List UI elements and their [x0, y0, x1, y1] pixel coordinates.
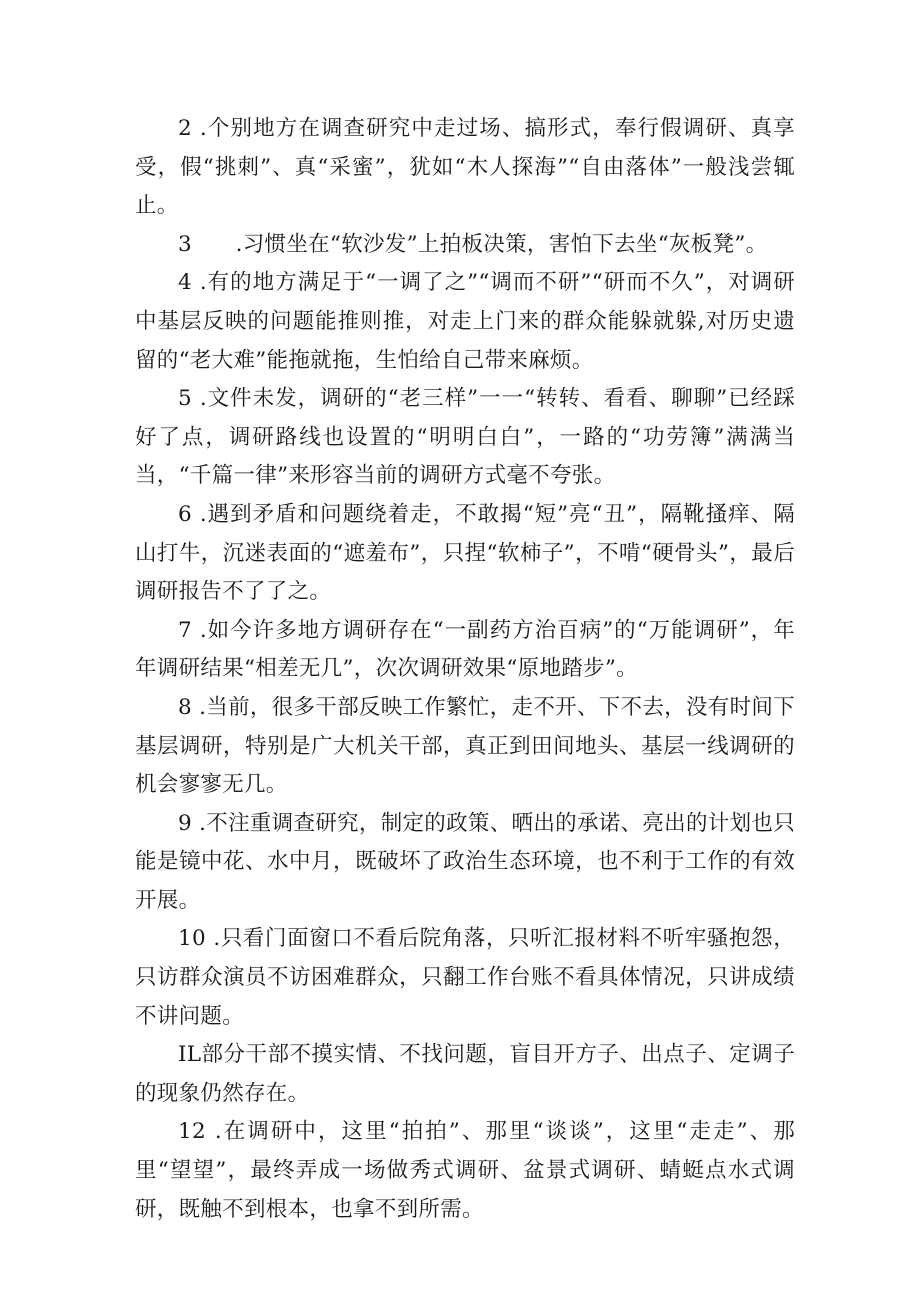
paragraph-11: IL部分干部不摸实情、不找问题，盲目开方子、出点子、定调子的现象仍然存在。: [135, 1042, 795, 1106]
paragraph-3: 3 .习惯坐在“软沙发”上拍板决策，害怕下去坐“灰板凳”。: [178, 231, 768, 257]
document-body: [135, 110, 795, 1229]
paragraph-8: 8 .当前，很多干部反映工作繁忙，走不开、下不去，没有时间下基层调研，特别是广大机关干部，真正到田间地头、基层一线调研的机会寥寥无几。: [135, 694, 795, 798]
paragraph-7: 7 .如今许多地方调研存在“一副药方治百病”的“万能调研”，年年调研结果“相差无几”，次次调研效果“原地踏步”。: [135, 617, 795, 682]
paragraph-2: 2 .个别地方在调查研究中走过场、搞形式，奉行假调研、真享受，假“挑刺”、真“采蜜”，犹如“木人探海”“自由落体”一般浅尝辄止。: [135, 116, 795, 219]
paragraph-10: 10 .只看门面窗口不看后院角落，只听汇报材料不听牢骚抱怨，只访群众演员不访困难群众，只翻工作台账不看具体情况，只讲成绩不讲问题。: [135, 926, 795, 1029]
paragraph-9: 9 .不注重调查研究，制定的政策、晒出的承诺、亮出的计划也只能是镜中花、水中月，既破坏了政治生态环境，也不利于工作的有效开展。: [135, 810, 795, 913]
paragraph-12: 12 .在调研中，这里“拍拍”、那里“谈谈”，这里“走走”、那里“望望”，最终弄成一场做秀式调研、盆景式调研、蜻蜓点水式调研，既触不到根本，也拿不到所需。: [135, 1119, 795, 1222]
paragraph-6: 6 .遇到矛盾和问题绕着走，不敢揭“短”亮“丑”，隔靴搔痒、隔山打牛，沉迷表面的“遮羞布”，只捏“软柿子”，不啃“硬骨头”，最后调研报告不了了之。: [135, 501, 795, 605]
paragraph-4: 4 .有的地方满足于“一调了之”“调而不研”“研而不久”，对调研中基层反映的问题能推则推，对走上门来的群众能躲就躲,对历史遗留的“老大难”能拖就拖，生怕给自己带来麻烦。: [135, 270, 795, 373]
paragraph-5: 5 .文件未发，调研的“老三样”一一“转转、看看、聊聊”已经踩好了点，调研路线也设置的“明明白白”，一路的“功劳簿”满满当当，“千篇一律”来形容当前的调研方式毫不夸张。: [135, 386, 795, 489]
